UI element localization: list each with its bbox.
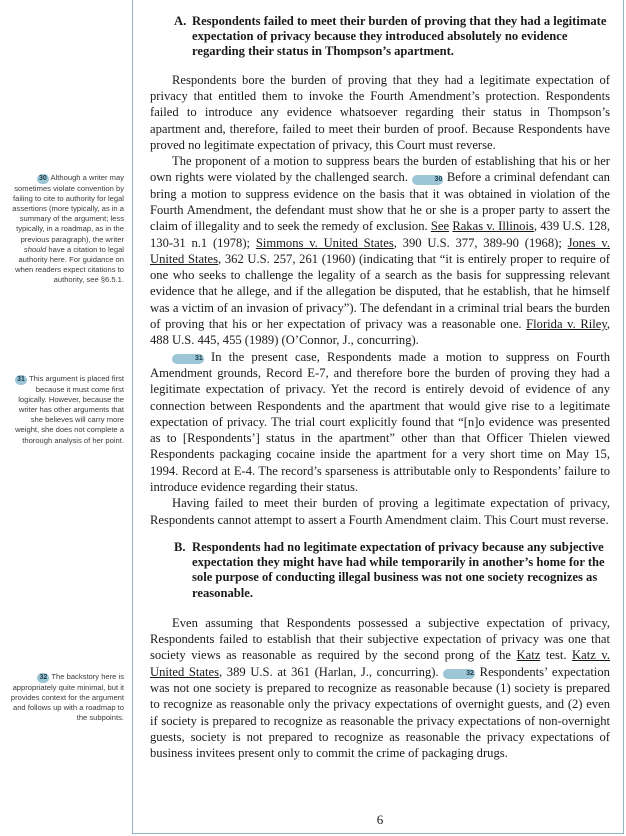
note-30-text-a: Although a writer may sometimes violate convention by failing to cite to authority for legal assertions (more typically, as in a summary of the argument; less typically, in a roadmap, as in the previous paragraph), the writer bbox=[12, 173, 124, 244]
citation-riley: Florida v. Riley bbox=[526, 317, 607, 332]
citation-riley-rest: , 488 U.S. 445, 455 (1989) (O’Connor, J., concurring). bbox=[150, 317, 610, 348]
citation-simmons: Simmons v. United States bbox=[255, 235, 394, 250]
note-marker-31: 31 bbox=[15, 375, 27, 385]
section-a-heading-text: Respondents failed to meet their burden of proving that they had a legitimate expectation of privacy because they introduced absolutely no evidence regarding their status in Thompson’s apartment. bbox=[192, 14, 607, 59]
section-a-paragraph-4: Having failed to meet their burden of proving a legitimate expectation of privacy, Respondents cannot attempt to assert a Fourth Amendment claim. This Court must reverse. bbox=[150, 496, 610, 527]
section-b-paragraph-1 bbox=[150, 615, 610, 762]
citation-rakas-rest: , 439 U.S. 128, 130-31 n.1 (1978); bbox=[150, 219, 611, 250]
section-b-letter: B. bbox=[174, 539, 186, 554]
margin-notes bbox=[0, 0, 128, 836]
note-ref-32: 32 bbox=[443, 669, 475, 679]
section-a-paragraph-2 bbox=[150, 153, 610, 349]
margin-note-32 bbox=[6, 672, 124, 723]
note-ref-31: 31 bbox=[172, 354, 204, 364]
brief-body bbox=[150, 14, 610, 761]
note-ref-30: 30 bbox=[412, 175, 444, 185]
page-number-footer bbox=[0, 812, 626, 828]
section-a-paragraph-3 bbox=[150, 349, 610, 496]
section-b-text-b: test. bbox=[545, 648, 567, 663]
section-a-paragraph-1: Respondents bore the burden of proving that they had a legitimate expectation of privacy that entitled them to invoke the Fourth Amendment’s protection. Respondents failed to introduce any evidence whatsoever regarding their status in Thompson’s apartment and, therefore, failed to meet their burden of proof. Because Respondents have proved no legitimate expectation of privacy, this Court must reverse. bbox=[150, 72, 610, 152]
section-b-text-a: Even assuming that Respondents possessed a subjective expectation of privacy, Respondents failed to establish that their subjective expectation of privacy was one that society views as reasonable as required by the second prong of the bbox=[150, 615, 610, 663]
note-marker-30: 30 bbox=[37, 174, 49, 184]
citation-katz-rest: , 389 U.S. at 361 (Harlan, J., concurring). bbox=[219, 664, 439, 679]
citation-signal-see: See bbox=[430, 219, 450, 234]
paragraph-3-text: In the present case, Respondents made a motion to suppress on Fourth Amendment grounds, Record E-7, and therefore bore the burden of proving they had a legitimate expectation of privacy. Yet the record is entirely devoid of evidence of any connection between Respondents and the apartment that would give rise to a legitimate expectation of privacy. The trial court explicitly found that “[n]o evidence was presented as to [Respondents’] status in the apartment” other than that Officer Thielen viewed Respondents packaging cocaine inside the apartment for a very short time on May 15, 1994. Record at E-4. The record’s sparseness is attributable only to Respondents’ failure to introduce evidence regarding their status. bbox=[150, 349, 610, 495]
note-32-text: The backstory here is appropriately quite minimal, but it provides context for the argument and follows up with a roadmap to the subpoints. bbox=[10, 672, 124, 723]
section-a-letter: A. bbox=[174, 14, 187, 28]
note-marker-32: 32 bbox=[37, 673, 49, 683]
section-b-text-c: Respondents’ expectation was not one society is prepared to recognize as reasonable because (1) society is prepared to recognize as reasonable only the privacy expectations of overnight guests, and (2) even if society is prepared to recognize as reasonable the privacy expectations of non-overnight guests, society is not prepared to recognize as reasonable the privacy expectations of business invitees present only to commit the crime of packaging drugs. bbox=[150, 664, 610, 761]
citation-jones: Jones v. United States bbox=[150, 235, 610, 266]
citation-rakas: Rakas v. Illinois bbox=[452, 219, 534, 234]
section-b-heading bbox=[150, 540, 610, 601]
page-number: 6 bbox=[376, 812, 384, 827]
note-30-text-b: have a citation to legal authority here. For guidance on when readers expect citations to authority, see §6.5.1. bbox=[15, 244, 124, 285]
citation-simmons-rest: , 390 U.S. 377, 389-90 (1968); bbox=[393, 235, 562, 250]
katz-reference: Katz bbox=[516, 648, 541, 663]
note-31-text: This argument is placed first because it must come first logically. However, because the writer has other arguments that she believes will carry more weight, she does not complete a thorough analysis of her point. bbox=[15, 374, 124, 445]
paragraph-2-text-a: The proponent of a motion to suppress bears the burden of establishing that his or her own rights were violated by the challenged search. bbox=[150, 154, 610, 185]
margin-note-31 bbox=[6, 374, 124, 446]
citation-katz: Katz v. United States bbox=[150, 648, 610, 679]
paragraph-2-text-b: Before a criminal defendant can bring a motion to suppress evidence on the basis that it was obtained in violation of the Fourth Amendment, the defendant must show that he or she is a proper party to assert the claim of illegality and to seek the remedy of exclusion. bbox=[150, 170, 610, 234]
note-30-emphasis: should bbox=[23, 244, 47, 254]
section-a-heading bbox=[150, 14, 610, 60]
margin-note-30 bbox=[6, 173, 124, 286]
section-b-heading-text: Respondents had no legitimate expectation of privacy because any subjective expectation they might have had while temporarily in another’s home for the sole purpose of conducting illegal business was not one society recognizes as reasonable. bbox=[192, 539, 605, 600]
citation-jones-rest: , 362 U.S. 257, 261 (1960) (indicating that “it is entirely proper to require of one who seeks to challenge the legality of a search as the basis for suppressing relevant evidence that he allege, and if the allegation be disputed, that he establish, that he himself was a victim of an invasion of privacy”). The defendant in a criminal trial bears the burden of proving that his or her expectation of privacy was a reasonable one. bbox=[150, 251, 610, 332]
